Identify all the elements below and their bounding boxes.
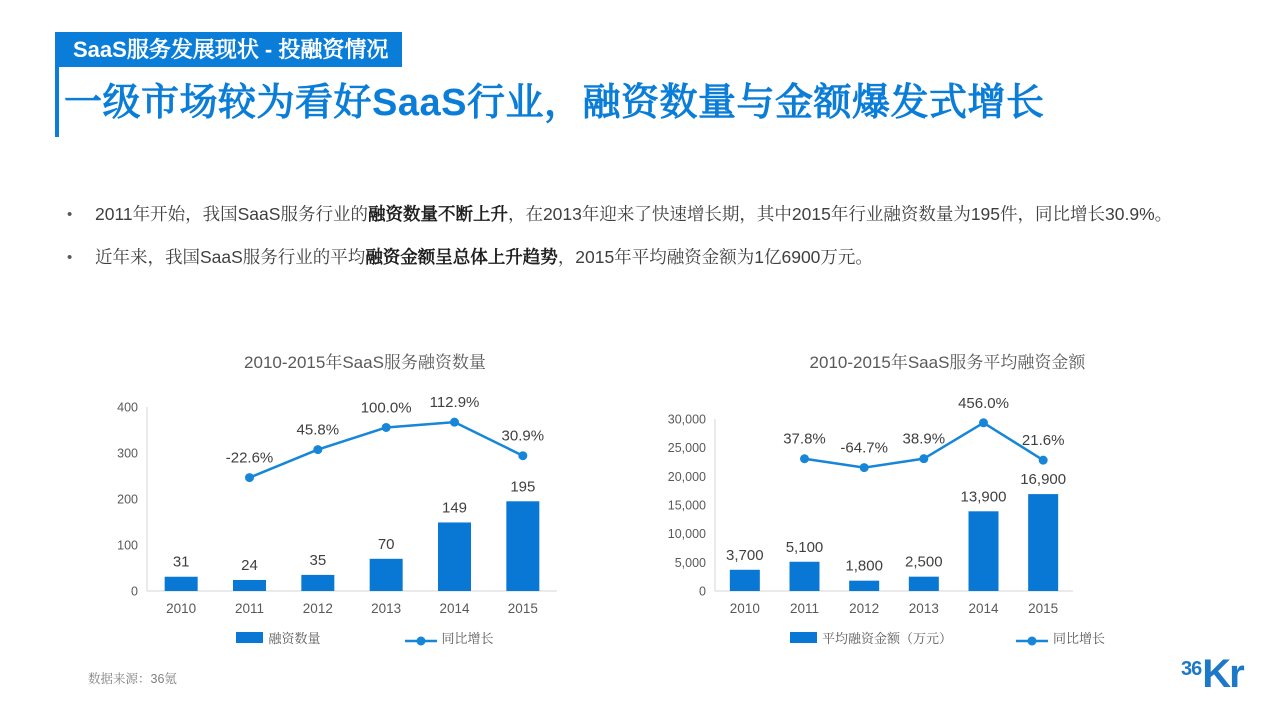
legend-label: 同比增长	[441, 630, 494, 646]
line-value-label: 38.9%	[902, 430, 946, 448]
logo-36-text: 36	[1181, 658, 1202, 680]
section-kicker-badge: SaaS服务发展现状 - 投融资情况	[59, 32, 402, 67]
bullet-item	[64, 196, 1194, 233]
y-tick-label: 200	[117, 492, 138, 507]
bar-value-label: 31	[172, 553, 190, 571]
y-tick-label: 15,000	[667, 498, 706, 513]
line-value-label: 456.0%	[958, 394, 1009, 412]
category-label: 2011	[789, 601, 820, 616]
legend-item-line-series	[1016, 626, 1105, 648]
chart-legend	[655, 626, 1240, 648]
data-source-note: 数据来源：36氪	[88, 672, 177, 686]
logo-kr-text: Kr	[1202, 652, 1243, 696]
line-value-label: 37.8%	[783, 430, 826, 448]
line-value-label: 30.9%	[501, 427, 545, 445]
category-label: 2012	[302, 601, 333, 616]
bar	[370, 559, 403, 591]
legend-item-bar-series	[236, 628, 320, 647]
category-label: 2014	[439, 601, 470, 616]
line-value-label: 45.8%	[296, 421, 340, 439]
bar-value-label: 35	[309, 551, 327, 569]
bar	[849, 581, 879, 591]
bar-value-label: 195	[510, 478, 536, 496]
bar	[909, 577, 939, 591]
funding-count-combo-chart	[85, 384, 645, 624]
line-value-label: -22.6%	[225, 449, 274, 467]
chart-legend	[85, 626, 645, 648]
slide-title: 一级市场较为看好SaaS行业，融资数量与金额爆发式增长	[64, 82, 1045, 124]
summary-bullets	[64, 196, 1194, 282]
y-tick-label: 400	[117, 400, 138, 415]
bar	[1028, 494, 1058, 591]
bar	[790, 562, 820, 591]
y-tick-label: 30,000	[667, 412, 706, 427]
y-tick-label: 5,000	[674, 555, 706, 570]
line-value-label: -64.7%	[840, 439, 888, 457]
legend-label: 平均融资金额（万元）	[821, 630, 952, 646]
chart-avg-funding-amount	[655, 350, 1240, 648]
bar-value-label: 149	[441, 499, 468, 517]
y-tick-label: 300	[117, 446, 138, 461]
avg-funding-amount-combo-chart	[655, 384, 1240, 624]
bullet-marker: •	[67, 206, 73, 223]
legend-label: 同比增长	[1053, 630, 1106, 646]
bar-value-label: 16,900	[1020, 471, 1067, 489]
bar-value-label: 2,500	[905, 553, 943, 571]
line-legend-icon	[405, 634, 437, 648]
bar	[730, 570, 760, 591]
bullet-text-segment: ，在2013年迎来了快速增长期，其中2015年行业融资数量为195件，同比增长30.9%。	[507, 204, 1173, 224]
line-point	[245, 473, 254, 482]
bullet-text-bold: 融资金额呈总体上升趋势	[365, 247, 558, 267]
chart-title: 2010-2015年SaaS服务平均融资金额	[809, 353, 1086, 372]
legend-item-bar-series	[790, 628, 952, 647]
bar-legend-icon	[236, 632, 263, 643]
line-value-label: 21.6%	[1021, 432, 1065, 450]
line-point	[518, 451, 527, 460]
bar	[438, 522, 471, 591]
line-point	[800, 454, 809, 463]
bar-value-label: 24	[241, 556, 258, 574]
category-label: 2015	[507, 601, 538, 616]
category-label: 2010	[166, 601, 197, 616]
bar-value-label: 13,900	[960, 488, 1007, 506]
category-label: 2013	[908, 601, 939, 616]
y-tick-label: 20,000	[667, 469, 706, 484]
bullet-text-segment: ，2015年平均融资金额为1亿6900万元。	[557, 247, 873, 267]
category-label: 2015	[1028, 601, 1059, 616]
y-tick-label: 0	[699, 584, 706, 599]
bullet-item	[64, 239, 1194, 276]
line-point	[919, 454, 928, 463]
bar-value-label: 3,700	[726, 546, 764, 564]
line-point	[860, 463, 869, 472]
bullet-text-segment: 2011年开始，我国SaaS服务行业的	[95, 204, 368, 224]
bar-value-label: 70	[377, 535, 395, 553]
legend-item-line-series	[405, 626, 494, 648]
bar	[233, 580, 266, 591]
line-value-label: 112.9%	[429, 394, 480, 412]
line-point	[450, 418, 459, 427]
line-legend-icon	[1016, 634, 1048, 648]
chart-title: 2010-2015年SaaS服务融资数量	[244, 353, 486, 372]
chart-funding-count	[85, 350, 645, 648]
bar	[969, 511, 999, 591]
line-point	[1039, 456, 1048, 465]
category-label: 2012	[849, 601, 880, 616]
line-point	[979, 418, 988, 427]
y-tick-label: 10,000	[667, 527, 706, 542]
bar-legend-icon	[790, 632, 817, 643]
category-label: 2011	[234, 601, 265, 616]
y-tick-label: 0	[131, 584, 138, 599]
y-tick-label: 25,000	[667, 441, 706, 456]
bar-value-label: 1,800	[845, 557, 883, 575]
bullet-text-bold: 融资数量不断上升	[367, 204, 508, 224]
line-point	[382, 423, 391, 432]
bar	[301, 575, 334, 591]
kr36-logo	[1181, 652, 1243, 696]
charts-row	[0, 350, 1280, 650]
bar-value-label: 5,100	[785, 538, 824, 556]
legend-label: 融资数量	[268, 630, 321, 646]
line-point	[313, 445, 322, 454]
bar	[165, 577, 198, 591]
line-value-label: 100.0%	[360, 399, 412, 417]
bar	[506, 501, 539, 591]
category-label: 2014	[968, 601, 999, 616]
category-label: 2010	[729, 601, 760, 616]
bullet-text-segment: 近年来，我国SaaS服务行业的平均	[95, 247, 366, 267]
bullet-marker: •	[67, 249, 73, 266]
category-label: 2013	[371, 601, 402, 616]
y-tick-label: 100	[117, 538, 138, 553]
